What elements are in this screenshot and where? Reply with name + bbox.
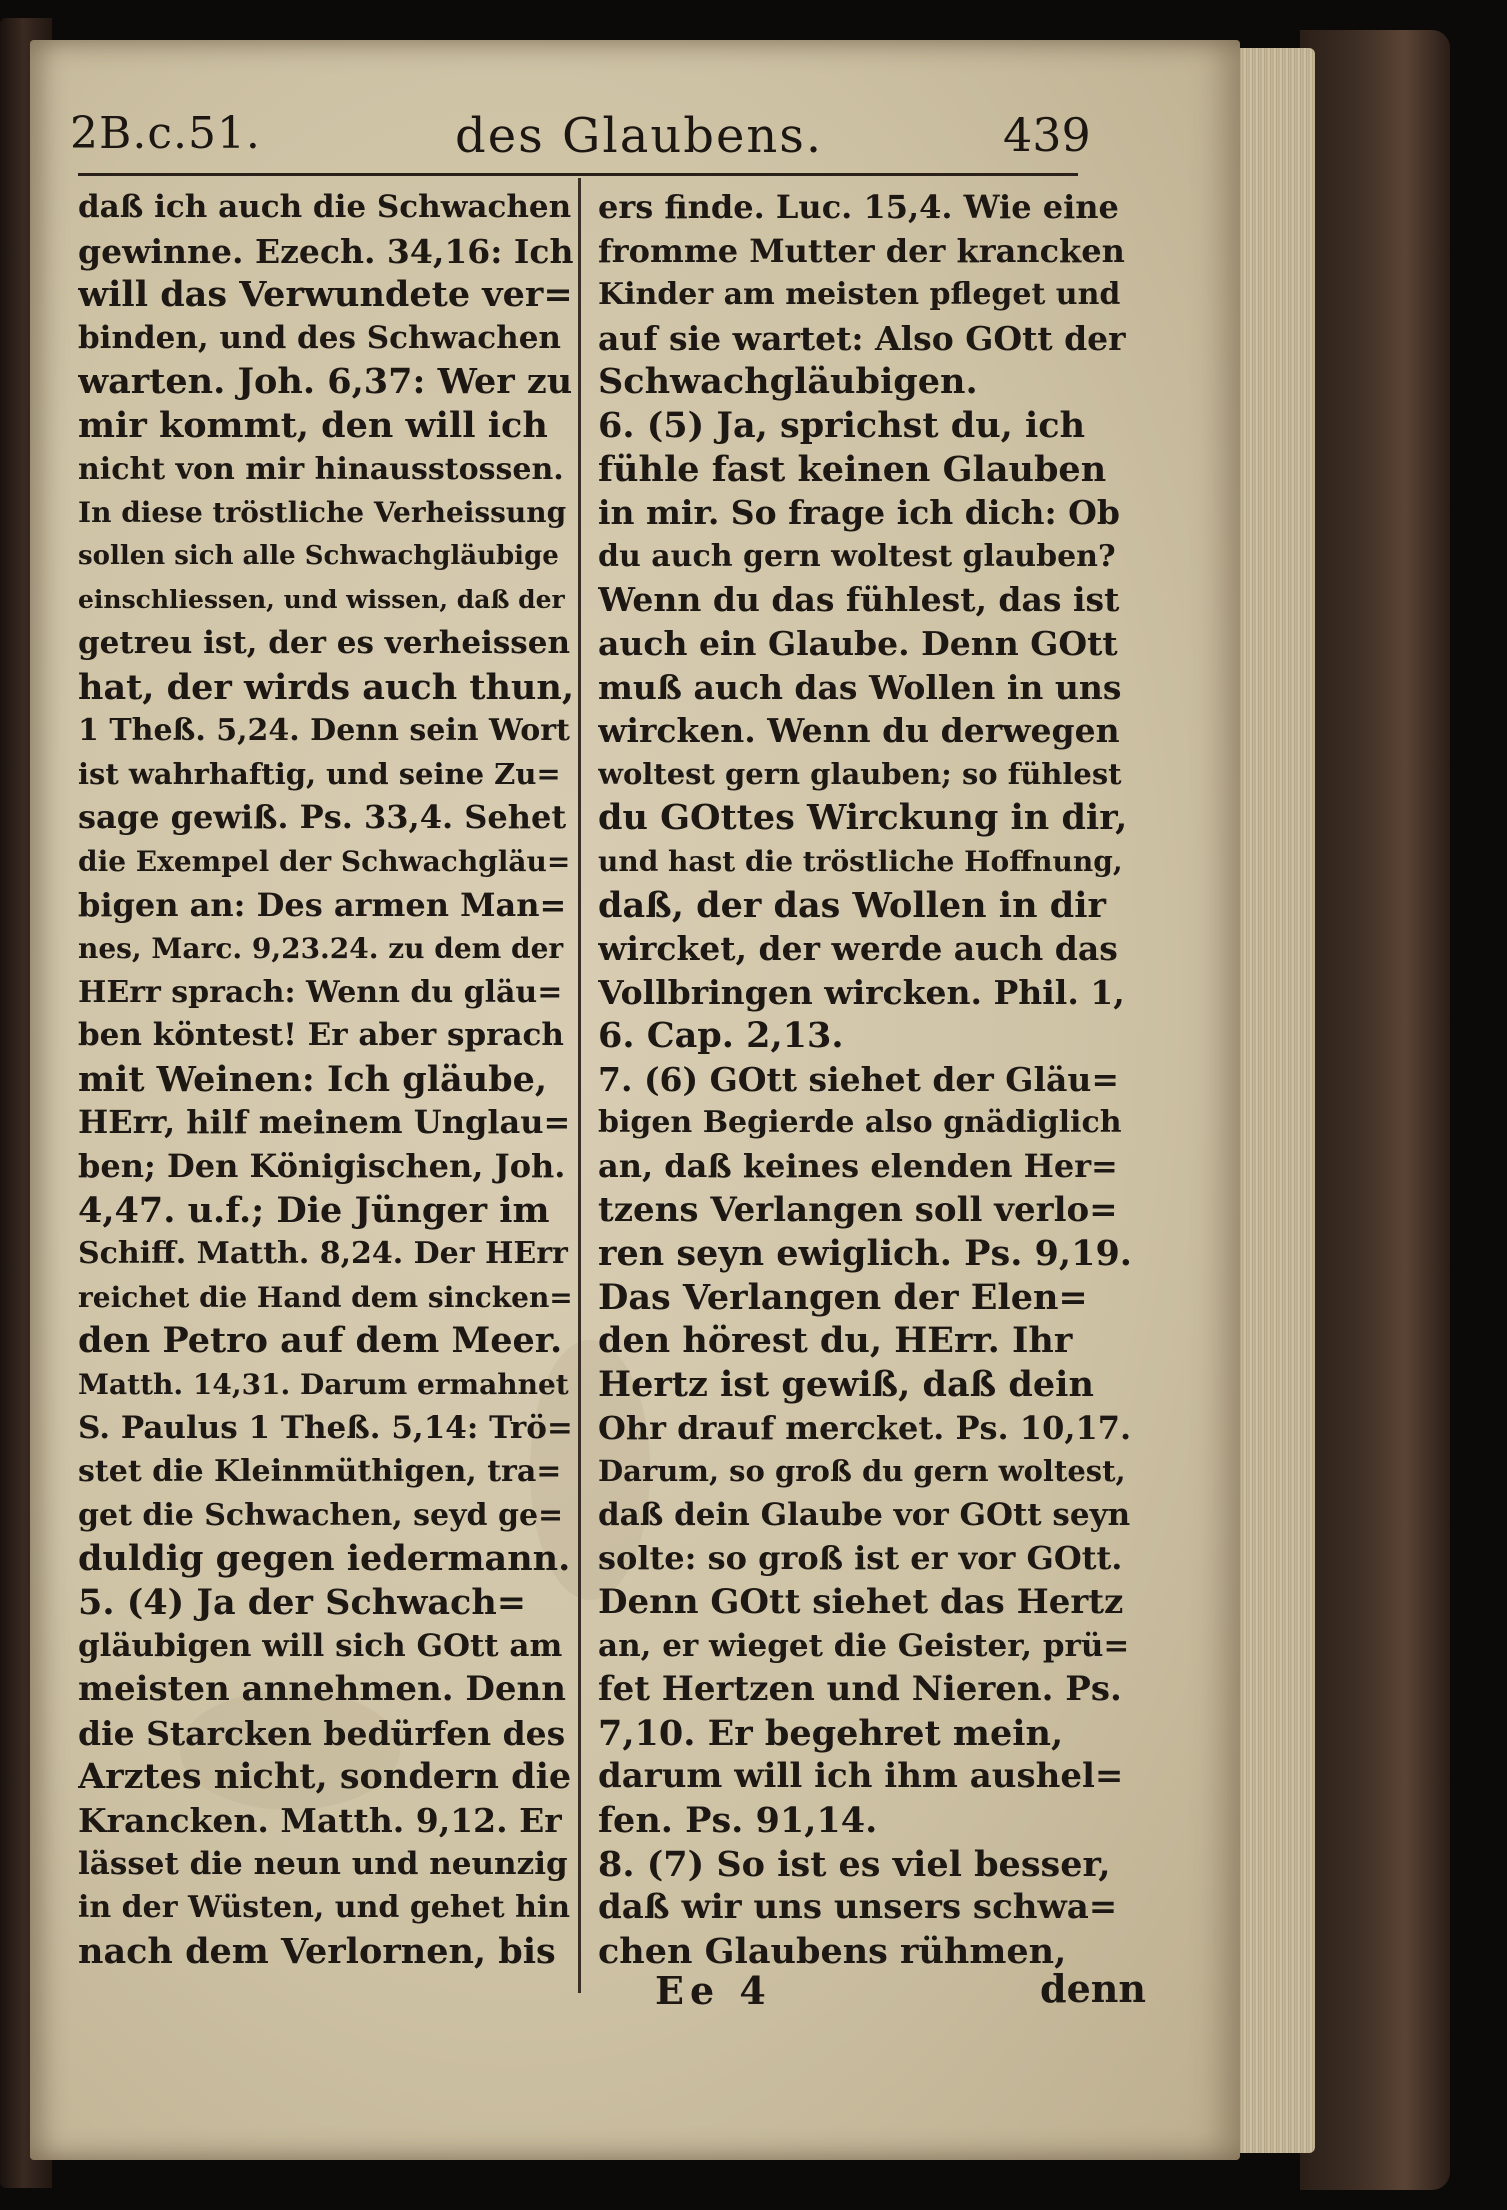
text-line: meisten annehmen. Denn [78,1669,566,1710]
text-line: einschliessen, und wissen, daß der [78,585,565,615]
text-line: ben; Den Königischen, Joh. [78,1147,566,1186]
text-line: fromme Mutter der krancken [598,231,1125,270]
text-line: mit Weinen: Ich gläube, [78,1058,548,1100]
text-line: reichet die Hand dem sincken= [78,1280,573,1314]
text-line: hat, der wirds auch thun, [78,666,574,708]
page-number: 439 [1003,108,1091,162]
text-line: an, daß keines elenden Her= [598,1147,1118,1186]
text-line: 1 Theß. 5,24. Denn sein Wort [78,713,570,749]
text-line: Das Verlangen der Elen= [598,1276,1088,1318]
text-line: will das Verwundete ver= [78,274,573,316]
text-line: tzens Verlangen soll verlo= [598,1189,1118,1230]
text-line: den hörest du, HErr. Ihr [598,1320,1073,1362]
text-line: und hast die tröstliche Hoffnung, [598,844,1123,878]
text-line: wircket, der werde auch das [598,929,1118,969]
text-line: duldig gegen iedermann. [78,1538,571,1580]
text-line: stet die Kleinmüthigen, tra= [78,1454,562,1490]
text-line: Kinder am meisten pfleget und [598,277,1121,313]
text-line: daß wir uns unsers schwa= [598,1887,1118,1928]
signature-mark: Ee 4 [655,1968,772,2013]
text-line: Schiff. Matth. 8,24. Der HErr [78,1236,568,1272]
text-line: 5. (4) Ja der Schwach= [78,1582,527,1623]
text-line: getreu ist, der es verheissen [78,624,571,661]
text-line: wircken. Wenn du derwegen [598,711,1120,751]
text-line: 7. (6) GOtt siehet der Gläu= [598,1059,1120,1099]
text-line: Ohr drauf mercket. Ps. 10,17. [598,1408,1132,1447]
text-line: daß, der das Wollen in dir [598,884,1106,926]
text-line: 6. (5) Ja, sprichst du, ich [598,404,1086,446]
text-line: fen. Ps. 91,14. [598,1799,878,1841]
text-line: 4,47. u.f.; Die Jünger im [78,1189,550,1231]
text-line: nach dem Verlornen, bis [78,1930,556,1972]
text-line: 6. Cap. 2,13. [598,1015,844,1057]
text-line: muß auch das Wollen in uns [598,667,1122,707]
text-line: nes, Marc. 9,23.24. zu dem der [78,932,564,966]
text-line: 8. (7) So ist es viel besser, [598,1843,1111,1885]
text-line: fet Hertzen und Nieren. Ps. [598,1669,1122,1710]
text-line: Krancken. Matth. 9,12. Er [78,1800,562,1840]
text-line: In diese tröstliche Verheissung [78,496,567,530]
right-text-column [598,186,1132,1973]
text-line: Schwachgläubigen. [598,361,978,403]
text-line: bigen an: Des armen Man= [78,885,567,924]
text-line: warten. Joh. 6,37: Wer zu [78,361,573,403]
text-line: in der Wüsten, und gehet hin [78,1890,571,1926]
text-line: ist wahrhaftig, und seine Zu= [78,756,561,791]
text-line: die Exempel der Schwachgläu= [78,844,571,878]
text-line: lässet die neun und neunzig [78,1845,568,1882]
text-line: get die Schwachen, seyd ge= [78,1497,564,1533]
text-line: daß ich auch die Schwachen [78,189,572,225]
text-line: auf sie wartet: Also GOtt der [598,318,1126,358]
text-line: HErr, hilf meinem Unglau= [78,1103,571,1142]
text-line: bigen Begierde also gnädiglich [598,1105,1122,1141]
text-line: ben köntest! Er aber sprach [78,1017,564,1054]
text-line: auch ein Glaube. Denn GOtt [598,623,1118,663]
text-line: Vollbringen wircken. Phil. 1, [598,972,1125,1012]
text-line: sollen sich alle Schwachgläubige [78,540,559,571]
text-line: solte: so groß ist er vor GOtt. [598,1539,1123,1578]
running-head-title: des Glaubens. [455,108,824,164]
text-line: Hertz ist gewiß, daß dein [598,1364,1094,1406]
text-line: HErr sprach: Wenn du gläu= [78,974,563,1010]
running-head-signature: 2B.c.51. [70,108,261,159]
column-divider [578,178,581,1993]
text-line: sage gewiß. Ps. 33,4. Sehet [78,798,567,837]
text-line: nicht von mir hinausstossen. [78,451,564,487]
text-line: Matth. 14,31. Darum ermahnet [78,1368,569,1402]
text-line: Arztes nicht, sondern die [78,1756,572,1798]
text-line: gläubigen will sich GOtt am [78,1627,563,1664]
text-line: Denn GOtt siehet das Hertz [598,1582,1124,1622]
text-line: Wenn du das fühlest, das ist [598,580,1120,620]
header-rule [78,173,1078,176]
text-line: die Starcken bedürfen des [78,1713,566,1753]
text-line: an, er wieget die Geister, prü= [598,1627,1130,1664]
text-line: daß dein Glaube vor GOtt seyn [598,1496,1131,1533]
text-line: du auch gern woltest glauben? [598,538,1116,574]
text-line: fühle fast keinen Glauben [598,448,1107,490]
text-line: mir kommt, den will ich [78,404,548,446]
book-cover-right [1300,30,1450,2190]
text-line: S. Paulus 1 Theß. 5,14: Trö= [78,1409,573,1446]
text-line: ers finde. Luc. 15,4. Wie eine [598,188,1119,226]
text-line: chen Glaubens rühmen, [598,1930,1067,1972]
text-line: in mir. So frage ich dich: Ob [598,493,1120,533]
text-line: woltest gern glauben; so fühlest [598,756,1122,791]
left-text-column [78,186,574,1973]
text-line: gewinne. Ezech. 34,16: Ich [78,231,574,271]
text-line: 7,10. Er begehret mein, [598,1712,1064,1754]
text-line: binden, und des Schwachen [78,319,561,356]
text-line: den Petro auf dem Meer. [78,1320,563,1362]
catchword: denn [1040,1966,1147,2011]
text-line: ren seyn ewiglich. Ps. 9,19. [598,1233,1132,1275]
text-line: darum will ich ihm aushel= [598,1756,1124,1797]
text-line: Darum, so groß du gern woltest, [598,1454,1126,1489]
text-line: du GOttes Wirckung in dir, [598,797,1128,839]
